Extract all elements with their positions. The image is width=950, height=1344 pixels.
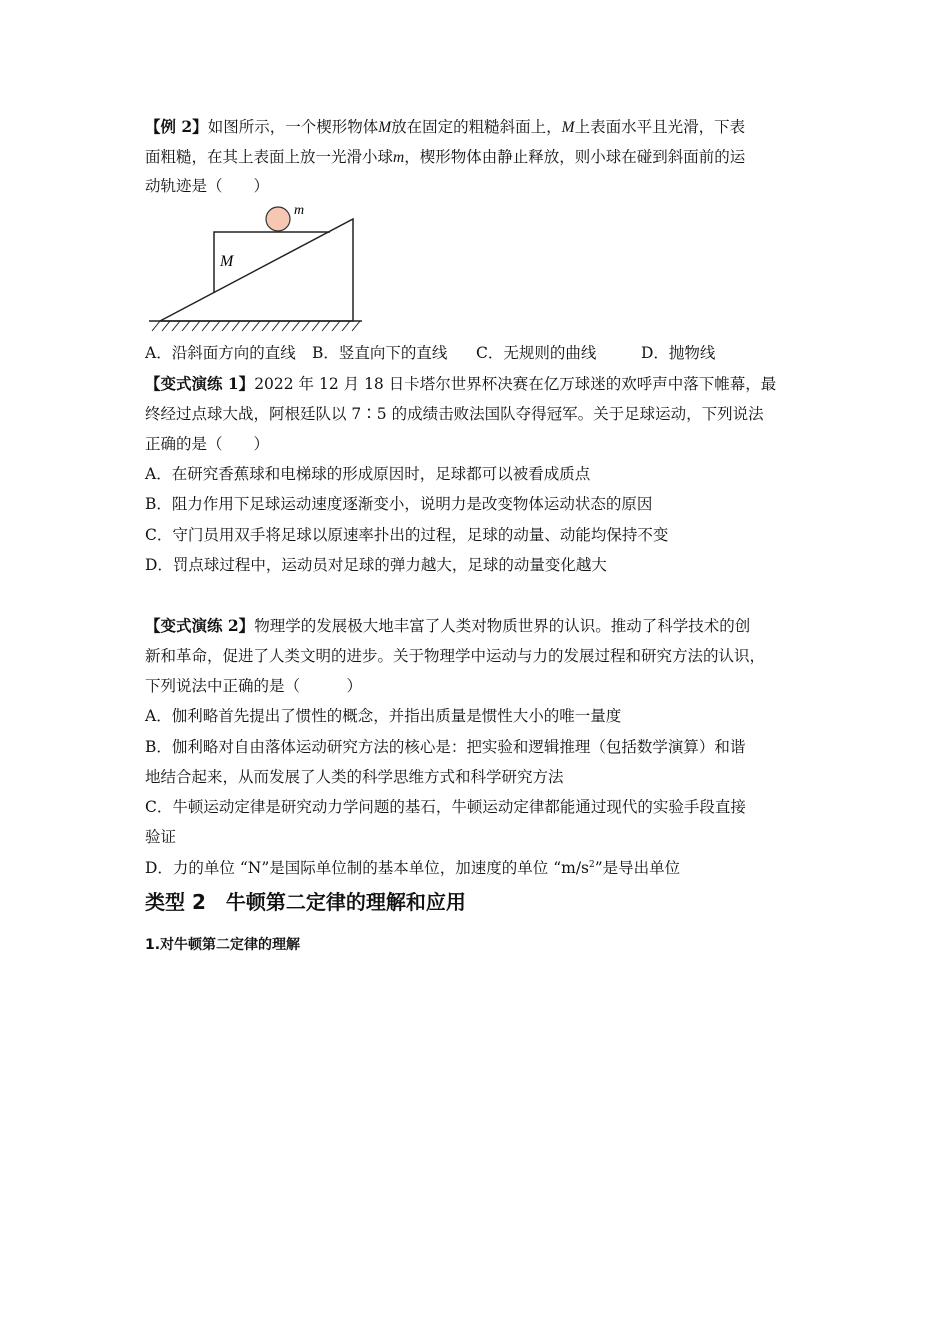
example2-option-d: D．抛物线: [641, 344, 716, 362]
variant2-option-b-line1: B．伽利略对自由落体运动研究方法的核心是：把实验和逻辑推理（包括数学演算）和谐: [145, 738, 746, 756]
example2-line3: 动轨迹是（ ）: [145, 177, 270, 195]
variant2-option-c-line1: C．牛顿运动定律是研究动力学问题的基石，牛顿运动定律都能通过现代的实验手段直接: [145, 798, 746, 816]
variant1-tag: 【变式演练 1】: [145, 374, 255, 393]
variant2-line3: 下列说法中正确的是（ ）: [145, 677, 363, 695]
example2-option-a: A．沿斜面方向的直线: [145, 344, 296, 362]
variant1-line1: 【变式演练 1】2022 年 12 月 18 日卡塔尔世界杯决赛在亿万球迷的欢呼声中落下帷幕，最: [145, 374, 777, 393]
incline-shape: [160, 219, 353, 321]
variant2-option-d: D．力的单位 “N”是国际单位制的基本单位，加速度的单位 “$m/s^2$”是导出单位: [145, 859, 681, 878]
variant1-option-c: C．守门员用双手将足球以原速率扑出的过程，足球的动量、动能均保持不变: [145, 526, 669, 544]
wedge-incline-figure: [0, 0, 950, 340]
example2-line2: 面粗糙，在其上表面上放一光滑小球m，楔形物体由静止释放，则小球在碰到斜面前的运: [145, 148, 746, 166]
variant1-option-d: D．罚点球过程中，运动员对足球的弹力越大，足球的动量变化越大: [145, 556, 607, 574]
example2-tag: 【例 2】: [145, 117, 208, 136]
variant2-option-b-line2: 地结合起来，从而发展了人类的科学思维方式和科学研究方法: [145, 768, 564, 786]
variant2-tag: 【变式演练 2】: [145, 616, 255, 635]
example2-option-b: B．竖直向下的直线: [312, 344, 448, 362]
variant2-option-a: A．伽利略首先提出了惯性的概念，并指出质量是惯性大小的唯一量度: [145, 707, 622, 725]
variant2-line1: 【变式演练 2】物理学的发展极大地丰富了人类对物质世界的认识。推动了科学技术的创: [145, 616, 751, 635]
variant1-line3: 正确的是（ ）: [145, 435, 270, 453]
variant1-option-b: B．阻力作用下足球运动速度逐渐变小，说明力是改变物体运动状态的原因: [145, 495, 653, 513]
example2-option-c: C．无规则的曲线: [476, 344, 597, 362]
section-subtitle: 1.对牛顿第二定律的理解: [145, 937, 301, 953]
ball-shape: [266, 207, 290, 231]
wedge-label: M: [220, 253, 234, 270]
variant1-line2: 终经过点球大战，阿根廷队以 7∶5 的成绩击败法国队夺得冠军。关于足球运动，下列说法: [145, 405, 764, 423]
example2-line1: 【例 2】如图所示，一个楔形物体M放在固定的粗糙斜面上，M上表面水平且光滑，下表: [145, 117, 746, 136]
variant1-option-a: A．在研究香蕉球和电梯球的形成原因时，足球都可以被看成质点: [145, 465, 591, 483]
variant2-option-c-line2: 验证: [145, 828, 177, 846]
ball-label: m: [294, 203, 305, 218]
variant2-line2: 新和革命，促进了人类文明的进步。关于物理学中运动与力的发展过程和研究方法的认识，: [145, 647, 766, 665]
section-title: 类型 2 牛顿第二定律的理解和应用: [145, 890, 466, 914]
